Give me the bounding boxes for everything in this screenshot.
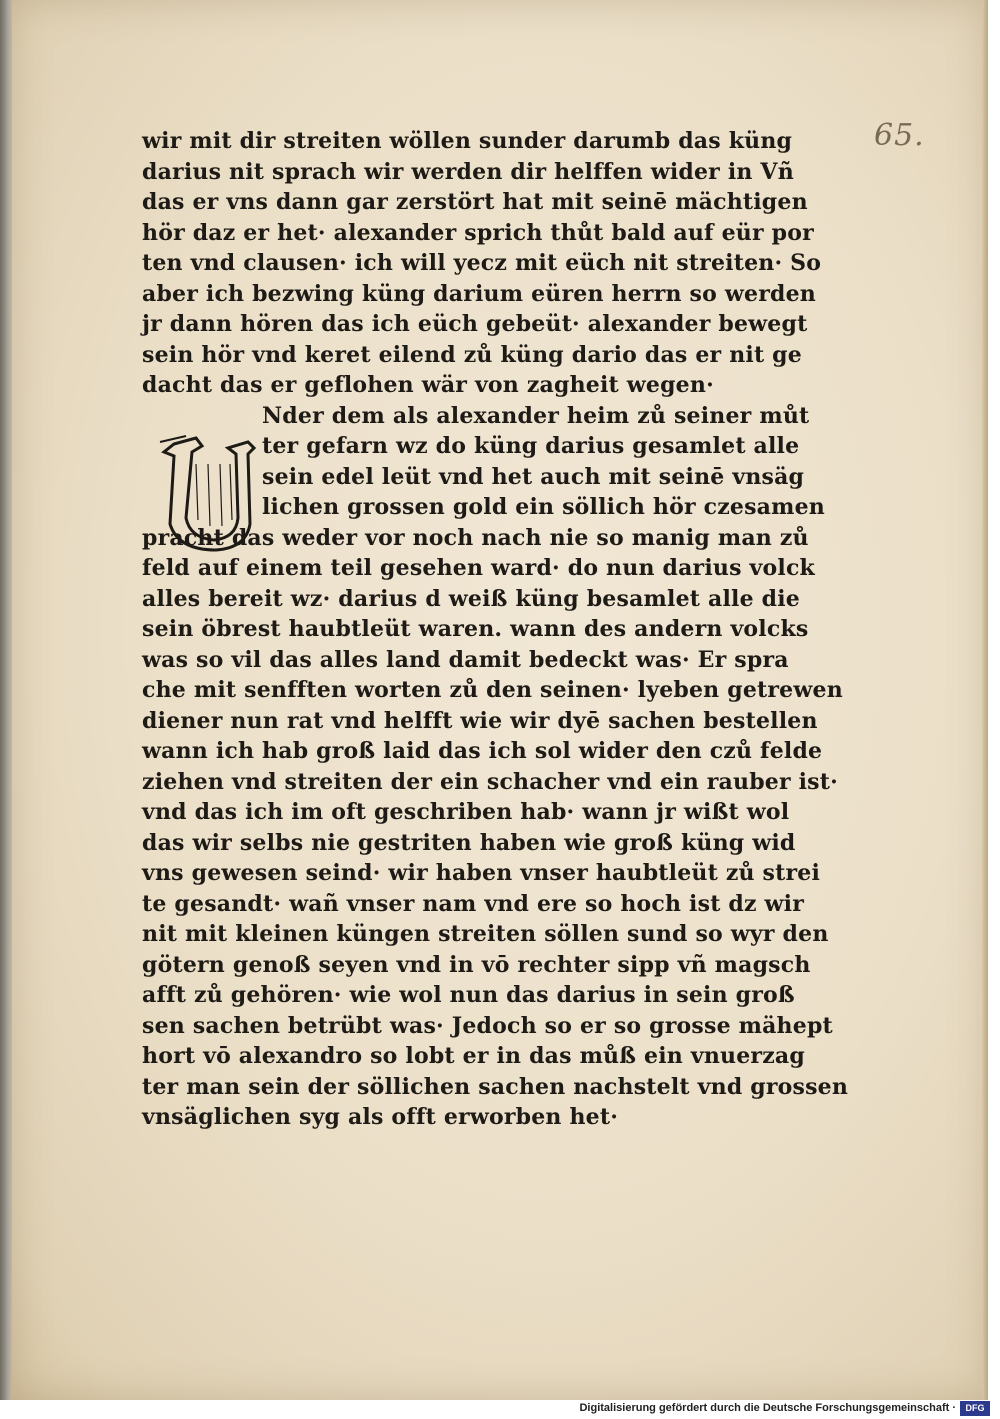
text-line: hort vō alexandro so lobt er in das můß ein vnuerzag: [142, 1043, 805, 1069]
text-line: das er vns dann gar zerstört hat mit seinē mächtigen: [142, 189, 808, 215]
text-line: alles bereit wz· darius d weiß küng besamlet alle die: [142, 585, 800, 612]
text-line: sein edel leüt vnd het auch mit seinē vnsäg: [262, 463, 805, 490]
text-line: sein öbrest haubtleüt waren. wann des andern volcks: [142, 616, 809, 642]
text-line: ter gefarn wz do küng darius gesamlet alle: [262, 433, 800, 459]
text-line: Nder dem als alexander heim zů seiner můt: [262, 402, 810, 429]
book-page: [12, 0, 988, 1400]
text-line: dacht das er geflohen wär von zagheit wegen·: [142, 372, 714, 398]
text-line: was so vil das alles land damit bedeckt was· Er spra: [142, 646, 789, 673]
text-line: vnd das ich im oft geschriben hab· wann jr wißt wol: [142, 799, 790, 825]
text-line: pracht das weder vor noch nach nie so manig man zů: [142, 524, 809, 551]
text-line: sein hör vnd keret eilend zů küng dario das er nit ge: [142, 341, 802, 368]
text-block: [142, 126, 849, 1133]
text-line: aber ich bezwing küng darium eüren herrn so werden: [142, 280, 816, 307]
text-line: ten vnd clausen· ich will yecz mit eüch nit streiten· So: [142, 250, 822, 276]
footer-bar: [0, 1400, 1000, 1419]
text-line: vnsäglichen syg als offt erworben het·: [142, 1104, 619, 1130]
text-line: sen sachen betrübt was· Jedoch so er so grosse mähept: [142, 1012, 833, 1039]
text-line: wann ich hab groß laid das ich sol wider den czů felde: [142, 738, 823, 764]
funding-credit: Digitalisierung gefördert durch die Deutsche Forschungsgemeinschaft ·: [579, 1402, 956, 1414]
text-line: che mit senfften worten zů den seinen· lyeben getrewen: [142, 677, 843, 703]
text-line: feld auf einem teil gesehen ward· do nun darius volck: [142, 555, 815, 581]
text-line: götern genoß seyen vnd in vō rechter sipp vñ magsch: [142, 951, 811, 978]
text-line: ter man sein der söllichen sachen nachstelt vnd grossen: [142, 1073, 849, 1100]
decorated-initial-u: [156, 434, 262, 552]
text-line: das wir selbs nie gestriten haben wie groß küng wid: [142, 829, 796, 856]
folio-number: 65.: [874, 118, 925, 153]
text-line: nit mit kleinen küngen streiten söllen sund so wyr den: [142, 921, 829, 947]
text-line: te gesandt· wañ vnser nam vnd ere so hoch ist dz wir: [142, 890, 805, 917]
page-edge: [982, 0, 988, 1400]
dfg-logo: DFG: [960, 1401, 990, 1416]
text-line: darius nit sprach wir werden dir helffen wider in Vñ: [142, 158, 794, 185]
text-line: jr dann hören das ich eüch gebeüt· alexander bewegt: [142, 311, 808, 337]
text-line: wir mit dir streiten wöllen sunder darumb das küng: [142, 128, 793, 154]
text-line: lichen grossen gold ein söllich hör czesamen: [262, 494, 825, 520]
text-line: vns gewesen seind· wir haben vnser haubtleüt zů strei: [142, 860, 821, 886]
text-line: ziehen vnd streiten der ein schacher vnd ein rauber ist·: [142, 768, 838, 795]
text-line: hör daz er het· alexander sprich thůt bald auf eür por: [142, 219, 814, 246]
text-line: diener nun rat vnd helfft wie wir dyē sachen bestellen: [142, 707, 818, 734]
text-line: afft zů gehören· wie wol nun das darius in sein groß: [142, 982, 795, 1008]
